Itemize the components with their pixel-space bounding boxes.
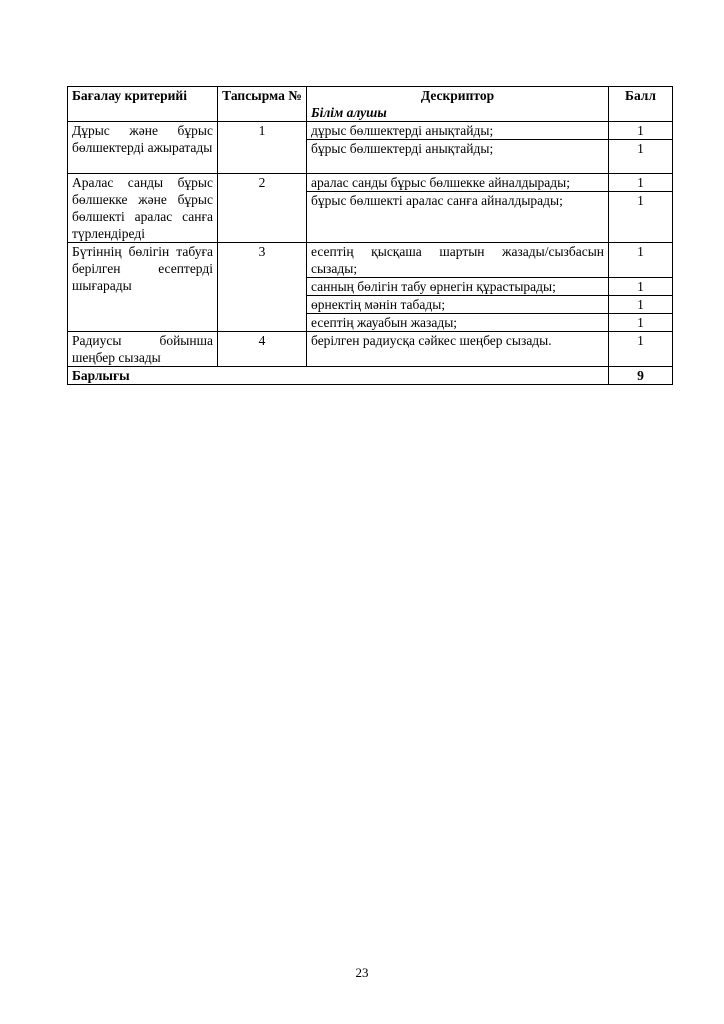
descriptor-cell: дұрыс бөлшектерді анықтайды; xyxy=(307,122,609,140)
criterion-cell: Дұрыс және бұрыс бөлшектерді ажыратады xyxy=(68,122,218,174)
header-descriptor-title: Дескриптор xyxy=(420,88,495,103)
assessment-rubric-table xyxy=(67,86,673,385)
header-descriptor xyxy=(307,87,609,122)
header-descriptor-subtitle: Білім алушы xyxy=(311,105,387,120)
score-cell: 1 xyxy=(609,278,673,296)
header-criterion: Бағалау критерийі xyxy=(68,87,218,122)
table-row xyxy=(68,174,673,192)
score-cell: 1 xyxy=(609,243,673,278)
score-cell: 1 xyxy=(609,122,673,140)
descriptor-cell: өрнектің мәнін табады; xyxy=(307,296,609,314)
task-number-cell: 2 xyxy=(218,174,307,243)
total-label: Барлығы xyxy=(68,367,609,385)
descriptor-cell: есептің жауабын жазады; xyxy=(307,314,609,332)
score-cell: 1 xyxy=(609,332,673,367)
descriptor-cell: санның бөлігін табу өрнегін құрастырады; xyxy=(307,278,609,296)
header-task: Тапсырма № xyxy=(218,87,307,122)
criterion-cell: Бүтіннің бөлігін табуға берілген есептерді шығарады xyxy=(68,243,218,332)
task-number-cell: 4 xyxy=(218,332,307,367)
score-cell: 1 xyxy=(609,174,673,192)
table-row xyxy=(68,122,673,140)
score-cell: 1 xyxy=(609,296,673,314)
criterion-cell: Аралас санды бұрыс бөлшекке және бұрыс бөлшекті аралас санға түрлендіреді xyxy=(68,174,218,243)
table-row xyxy=(68,332,673,367)
score-cell: 1 xyxy=(609,192,673,243)
total-score: 9 xyxy=(609,367,673,385)
total-row xyxy=(68,367,673,385)
score-cell: 1 xyxy=(609,314,673,332)
descriptor-cell: есептің қысқаша шартын жазады/сызбасын сызады; xyxy=(307,243,609,278)
criterion-cell: Радиусы бойынша шеңбер сызады xyxy=(68,332,218,367)
page-number: 23 xyxy=(355,965,369,980)
descriptor-cell: берілген радиусқа сәйкес шеңбер сызады. xyxy=(307,332,609,367)
task-number-cell: 1 xyxy=(218,122,307,174)
score-cell: 1 xyxy=(609,140,673,174)
task-number-cell: 3 xyxy=(218,243,307,332)
descriptor-cell: бұрыс бөлшекті аралас санға айналдырады; xyxy=(307,192,609,243)
header-score: Балл xyxy=(609,87,673,122)
descriptor-cell: аралас санды бұрыс бөлшекке айналдырады; xyxy=(307,174,609,192)
descriptor-cell: бұрыс бөлшектерді анықтайды; xyxy=(307,140,609,174)
table-row xyxy=(68,243,673,278)
table-header-row xyxy=(68,87,673,122)
